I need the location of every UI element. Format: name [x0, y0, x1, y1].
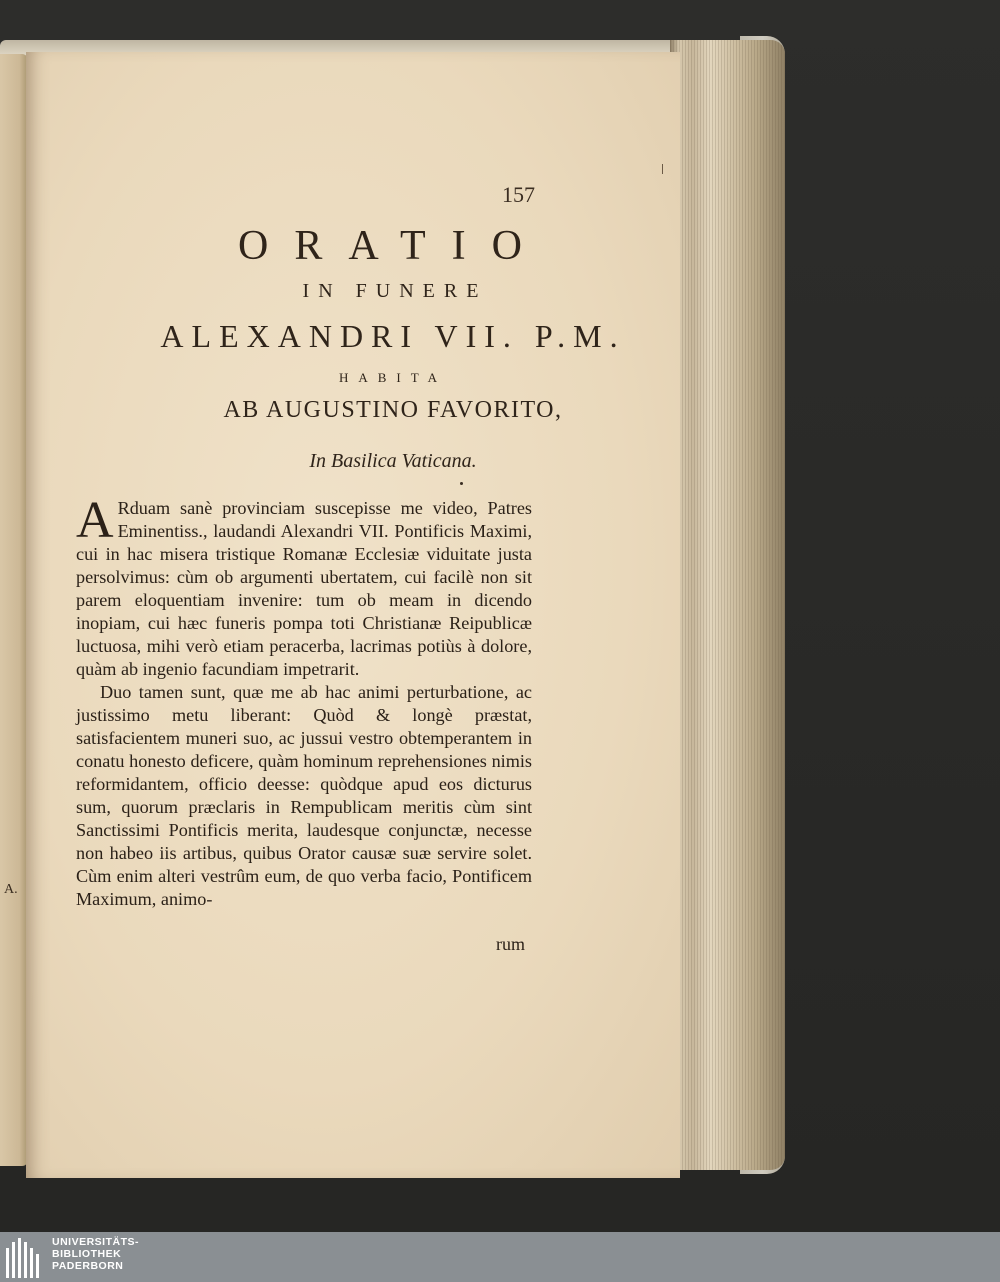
library-logo-icon: [4, 1236, 46, 1278]
paragraph-1-text: Rduam sanè provinciam suscepisse me video, Patres Eminentiss., laudandi Alexandri VII. Pontificis Maximi, cui in hac misera tristique Romanæ Ecclesiæ viduitate justa persolvimus: cùm ob argumenti ubertatem, cui facilè non sit parem eloquentiam invenire: tum ob meam in dicendo inopiam, cui hæc funeris pompa toti Christianæ Reipublicæ luctuosa, mihi verò etiam peracerba, lacrimas potiùs à dolore, quàm ab ingenio facundiam impetrarit.: [76, 498, 532, 679]
library-logo-text: [52, 1236, 139, 1272]
title-oratio: ORATIO: [238, 223, 548, 269]
paragraph-2: Duo tamen sunt, quæ me ab hac animi perturbatione, ac justissimo metu liberant: Quòd & longè præstat, satisfacientem muneri suo, ac jussui vestro obtemperantem in conatu honesto deficere, quàm hominum reprehensiones nimis reformidantem, officio deesse: quòdque apud eos dicturus sum, quorum præclaris in Rempublicam meritis cùm sint Sanctissimi Pontificis merita, laudesque conjunctæ, necesse non habeo iis artibus, quibus Orator causæ suæ servire solet. Cùm enim alteri vestrûm eum, de quo verba facio, Pontificem Maximum, animo-: [76, 682, 532, 909]
drop-cap: A: [76, 492, 114, 549]
title-habita: HABITA: [338, 370, 448, 385]
title-in-funere: IN FUNERE: [302, 280, 488, 302]
logo-line-3: PADERBORN: [52, 1260, 124, 1272]
title-location: In Basilica Vaticana.: [309, 450, 477, 472]
page-edges: [670, 40, 785, 1170]
page-mark: [662, 164, 663, 174]
left-margin-mark: A.: [4, 882, 18, 897]
catchword: rum: [496, 934, 525, 954]
footer-bar: [0, 1232, 1000, 1282]
book-page: [26, 52, 680, 1178]
body-text: [76, 492, 532, 911]
title-author: AB AUGUSTINO FAVORITO,: [223, 397, 563, 423]
left-facing-page: [0, 54, 28, 1166]
logo-line-2: BIBLIOTHEK: [52, 1248, 122, 1260]
page-number: 157: [502, 182, 535, 207]
paragraph-1: [76, 492, 532, 681]
logo-line-1: UNIVERSITÄTS-: [52, 1236, 140, 1248]
ink-dot: [460, 482, 463, 485]
title-alexandri: ALEXANDRI VII. P.M.: [160, 318, 626, 354]
